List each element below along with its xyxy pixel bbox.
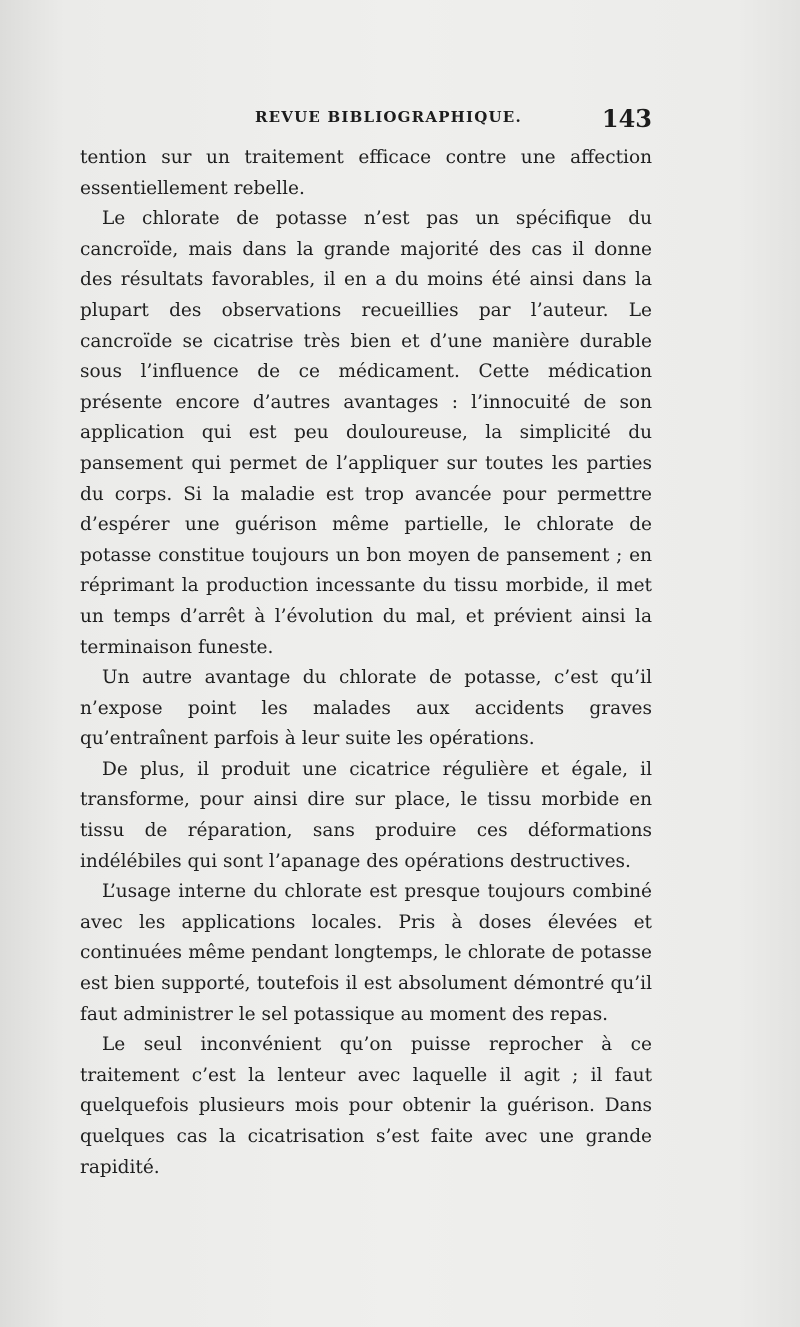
paragraph-6: Le seul inconvénient qu’on puisse reprocher à ce traitement c’est la lenteur avec laquelle il agit ; il faut quelquefois plusieurs mois pour obtenir la guérison. Dans quelques cas la cicatrisation s’est faite avec une grande rapidité. [80,1034,652,1178]
paragraph-4: De plus, il produit une cicatrice régulière et égale, il transforme, pour ainsi dire sur place, le tissu morbide en tissu de réparation, sans produire ces déformations indélébiles qui sont l’apanage des opérations destructives. [80,758,652,872]
page-number: 143 [601,104,652,133]
paragraph-1: tention sur un traitement efficace contre une affection essentiellement rebelle. [80,147,652,199]
body-text [80,143,652,1183]
paragraph-2: Le chlorate de potasse n’est pas un spécifique du cancroïde, mais dans la grande majorité des cas il donne des résultats favorables, il en a du moins été ainsi dans la plupart des observations recueillies par l’auteur. Le cancroïde se cicatrise très bien et d’une manière durable sous l’influence de ce médicament. Cette médication présente encore d’autres avantages : l’innocuité de son application qui est peu douloureuse, la simplicité du pansement qui permet de l’appliquer sur toutes les parties du corps. Si la maladie est trop avancée pour permettre d’espérer une guérison même partielle, le chlorate de potasse constitue toujours un bon moyen de pansement ; en réprimant la production incessante du tissu morbide, il met un temps d’arrêt à l’évolution du mal, et prévient ainsi la terminaison funeste. [80,208,652,658]
running-title: REVUE BIBLIOGRAPHIQUE. [255,108,522,126]
paragraph-3: Un autre avantage du chlorate de potasse, c’est qu’il n’expose point les malades aux accidents graves qu’entraînent parfois à leur suite les opérations. [80,667,652,750]
paragraph-5: L’usage interne du chlorate est presque toujours combiné avec les applications locales. Pris à doses élevées et continuées même pendant longtemps, le chlorate de potasse est bien supporté, toutefois il est absolument démontré qu’il faut administrer le sel potassique au moment des repas. [80,881,652,1025]
page-header [80,104,652,136]
